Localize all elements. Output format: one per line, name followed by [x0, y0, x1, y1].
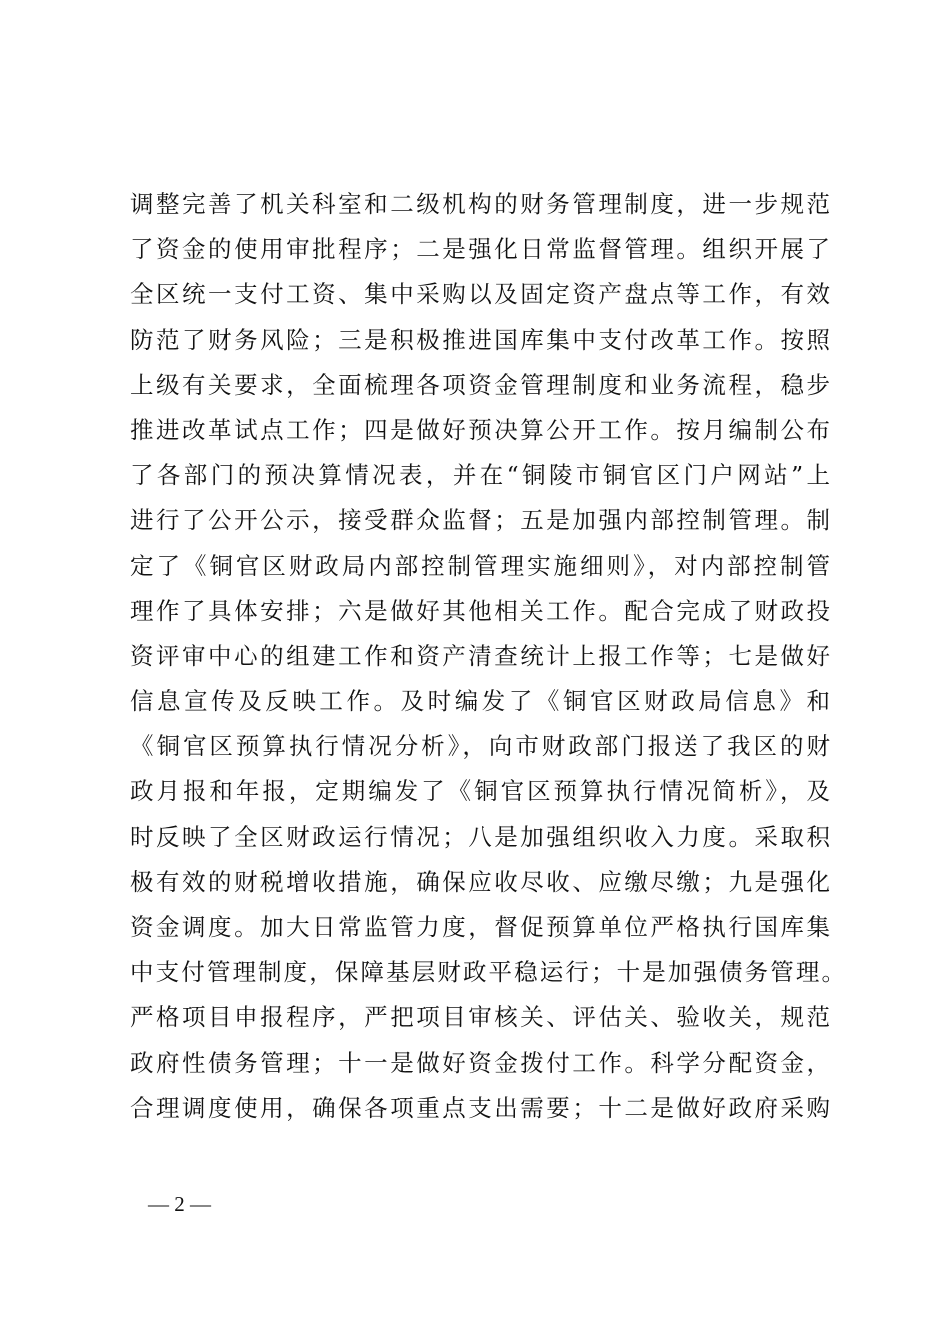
- page-number: — 2 —: [148, 1192, 211, 1216]
- text-line-13: 《铜官区预算执行情况分析》，向市财政部门报送了我区的财: [130, 732, 830, 761]
- text-line-5: 上级有关要求，全面梳理各项资金管理制度和业务流程，稳步: [130, 370, 830, 399]
- text-line-7: 了各部门的预决算情况表，并在“铜陵市铜官区门户网站”上: [130, 461, 830, 490]
- text-line-8: 进行了公开公示，接受群众监督；五是加强内部控制管理。制: [130, 506, 830, 535]
- text-line-21: 合理调度使用，确保各项重点支出需要；十二是做好政府采购: [130, 1093, 830, 1122]
- text-line-2: 了资金的使用审批程序；二是强化日常监督管理。组织开展了: [130, 235, 830, 264]
- text-line-1: 调整完善了机关科室和二级机构的财务管理制度，进一步规范: [130, 190, 830, 218]
- text-line-10: 理作了具体安排；六是做好其他相关工作。配合完成了财政投: [130, 596, 830, 625]
- text-line-20: 政府性债务管理；十一是做好资金拨付工作。科学分配资金，: [130, 1048, 830, 1077]
- text-line-15: 时反映了全区财政运行情况；八是加强组织收入力度。采取积: [130, 822, 830, 851]
- body-text: [130, 182, 870, 1131]
- text-line-3: 全区统一支付工资、集中采购以及固定资产盘点等工作，有效: [130, 280, 830, 309]
- text-line-12: 信息宣传及反映工作。及时编发了《铜官区财政局信息》和: [130, 687, 830, 716]
- text-line-17: 资金调度。加大日常监管力度，督促预算单位严格执行国库集: [130, 913, 830, 941]
- text-line-16: 极有效的财税增收措施，确保应收尽收、应缴尽缴；九是强化: [130, 867, 830, 896]
- text-line-6: 推进改革试点工作；四是做好预决算公开工作。按月编制公布: [130, 415, 830, 444]
- text-line-9: 定了《铜官区财政局内部控制管理实施细则》，对内部控制管: [130, 551, 830, 580]
- text-line-19: 严格项目申报程序，严把项目审核关、评估关、验收关，规范: [130, 1003, 830, 1032]
- text-line-11: 资评审中心的组建工作和资产清查统计上报工作等；七是做好: [130, 641, 830, 670]
- text-line-18: 中支付管理制度，保障基层财政平稳运行；十是加强债务管理。: [130, 958, 845, 987]
- text-line-14: 政月报和年报，定期编发了《铜官区预算执行情况简析》，及: [130, 777, 830, 806]
- text-line-4: 防范了财务风险；三是积极推进国库集中支付改革工作。按照: [130, 325, 830, 354]
